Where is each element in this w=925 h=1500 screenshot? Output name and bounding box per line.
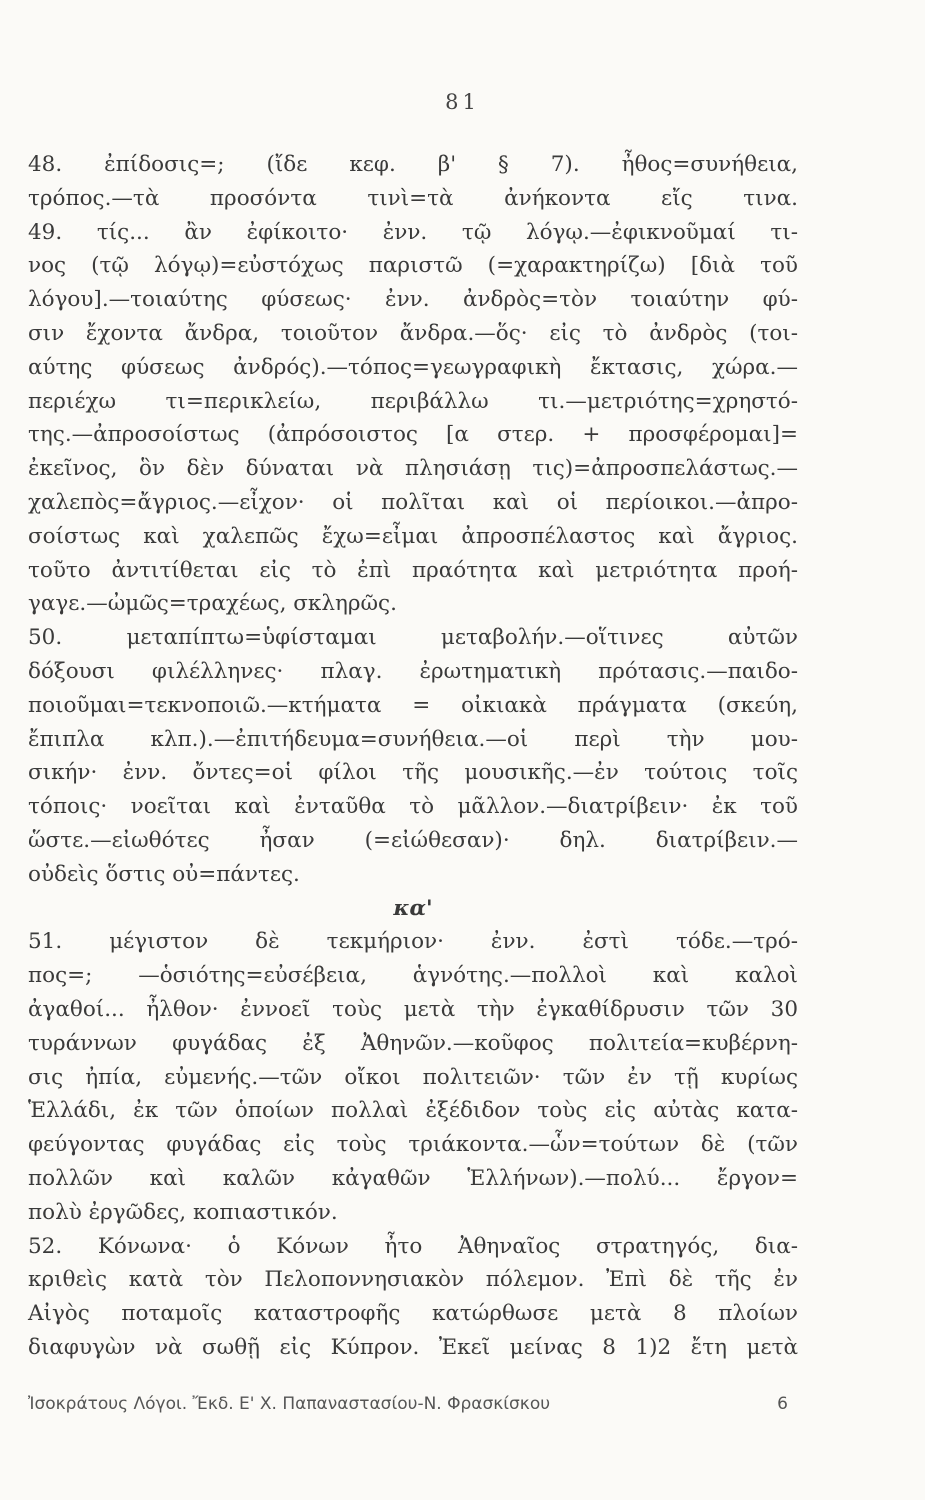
text-line: 52. Κόνωνα· ὁ Κόνων ἦτο Ἀθηναῖος στρατηγός, δια- [28, 1233, 798, 1259]
text-line: σικήν· ἐνν. ὄντες=οἱ φίλοι τῆς μουσικῆς.—ἐν τούτοις τοῖς [28, 760, 798, 786]
text-line: ποιοῦμαι=τεκνοποιῶ.—κτήματα = οἰκιακὰ πράγματα (σκεύη, [28, 692, 798, 718]
section-heading: κα' [393, 895, 433, 921]
text-line: 49. τίς... ἂν ἐφίκοιτο· ἐνν. τῷ λόγῳ.—ἐφικνοῦμαί τι- [28, 219, 798, 245]
text-line: φεύγοντας φυγάδας εἰς τοὺς τριάκοντα.—ὧν=τούτων δὲ (τῶν [28, 1132, 798, 1158]
text-line: ἀγαθοί... ἦλθον· ἐννοεῖ τοὺς μετὰ τὴν ἐγκαθίδρυσιν τῶν 30 [28, 996, 798, 1022]
page-footer [28, 1394, 788, 1414]
text-line: διαφυγὼν νὰ σωθῇ εἰς Κύπρον. Ἐκεῖ μείνας 8 1)2 ἔτη μετὰ [28, 1334, 798, 1360]
text-line: γαγε.—ὠμῶς=τραχέως, σκληρῶς. [28, 591, 397, 617]
text-line: κριθεὶς κατὰ τὸν Πελοποννησιακὸν πόλεμον. Ἐπὶ δὲ τῆς ἐν [28, 1267, 798, 1293]
page-number: 81 [445, 90, 480, 114]
text-line: πολὺ ἐργῶδες, κοπιαστικόν. [28, 1199, 338, 1225]
text-line: της.—ἀπροσοίστως (ἀπρόσοιστος [α στερ. + προσφέρομαι]= [28, 422, 798, 448]
text-line: Αἰγὸς ποταμοῖς καταστροφῆς κατώρθωσε μετὰ 8 πλοίων [28, 1301, 798, 1327]
text-line: λόγου].—τοιαύτης φύσεως· ἐνν. ἀνδρὸς=τὸν τοιαύτην φύ- [28, 287, 798, 313]
text-line: ὥστε.—εἰωθότες ἦσαν (=εἰώθεσαν)· δηλ. διατρίβειν.— [28, 827, 798, 853]
text-line: 48. ἐπίδοσις=; (ἴδε κεφ. β' § 7). ἦθος=συνήθεια, [28, 152, 798, 177]
text-line: ἔπιπλα κλπ.).—ἐπιτήδευμα=συνήθεια.—οἱ περὶ τὴν μου- [28, 726, 798, 752]
text-line: σιν ἔχοντα ἄνδρα, τοιοῦτον ἄνδρα.—ὅς· εἰς τὸ ἀνδρὸς (τοι- [28, 320, 798, 346]
text-line: δόξουσι φιλέλληνες· πλαγ. ἐρωτηματικὴ πρότασις.—παιδο- [28, 658, 798, 684]
text-line: οὐδεὶς ὅστις οὐ=πάντες. [28, 861, 300, 887]
text-line: περιέχω τι=περικλείω, περιβάλλω τι.—μετριότης=χρηστό- [28, 388, 798, 414]
footer-citation: Ἰσοκράτους Λόγοι. Ἔκδ. Ε' Χ. Παπαναστασίου-Ν. Φρασκίσκου [28, 1394, 551, 1414]
text-line: πολλῶν καὶ καλῶν κἀγαθῶν Ἑλλήνων).—πολύ... ἔργον= [28, 1165, 798, 1191]
text-line: χαλεπὸς=ἄγριος.—εἶχον· οἱ πολῖται καὶ οἱ περίοικοι.—ἀπρο- [28, 489, 798, 515]
text-line: τυράννων φυγάδας ἐξ Ἀθηνῶν.—κοῦφος πολιτεία=κυβέρνη- [28, 1030, 798, 1056]
text-line: σις ἠπία, εὐμενής.—τῶν οἴκοι πολιτειῶν· τῶν ἐν τῇ κυρίως [28, 1064, 798, 1090]
text-line: σοίστως καὶ χαλεπῶς ἔχω=εἶμαι ἀπροσπέλαστος καὶ ἄγριος. [28, 523, 798, 549]
text-line: 50. μεταπίπτω=ὑφίσταμαι μεταβολήν.—οἵτινες αὐτῶν [28, 625, 798, 651]
text-line: νος (τῷ λόγῳ)=εὐστόχως παριστῶ (=χαρακτηρίζω) [διὰ τοῦ [28, 253, 798, 279]
text-line: 51. μέγιστον δὲ τεκμήριον· ἐνν. ἐστὶ τόδε.—τρό- [28, 929, 798, 955]
text-line: τόποις· νοεῖται καὶ ἐνταῦθα τὸ μᾶλλον.—διατρίβειν· ἐκ τοῦ [28, 794, 798, 820]
text-line: αύτης φύσεως ἀνδρός).—τόπος=γεωγραφικὴ ἔκτασις, χώρα.— [28, 354, 798, 380]
footer-signature-mark: 6 [777, 1394, 788, 1414]
commentary-text [28, 148, 798, 1365]
text-line: Ἑλλάδι, ἐκ τῶν ὁποίων πολλαὶ ἐξέδιδον τοὺς εἰς αὐτὰς κατα- [28, 1098, 798, 1124]
text-line: τοῦτο ἀντιτίθεται εἰς τὸ ἐπὶ πραότητα καὶ μετριότητα προή- [28, 557, 798, 583]
text-line: πος=; —ὁσιότης=εὐσέβεια, ἁγνότης.—πολλοὶ καὶ καλοὶ [28, 963, 798, 989]
text-line: τρόπος.—τὰ προσόντα τινὶ=τὰ ἀνήκοντα εἴς τινα. [28, 185, 798, 211]
text-line: ἐκεῖνος, ὃν δὲν δύναται νὰ πλησιάσῃ τις)=ἀπροσπελάστως.— [28, 456, 798, 482]
